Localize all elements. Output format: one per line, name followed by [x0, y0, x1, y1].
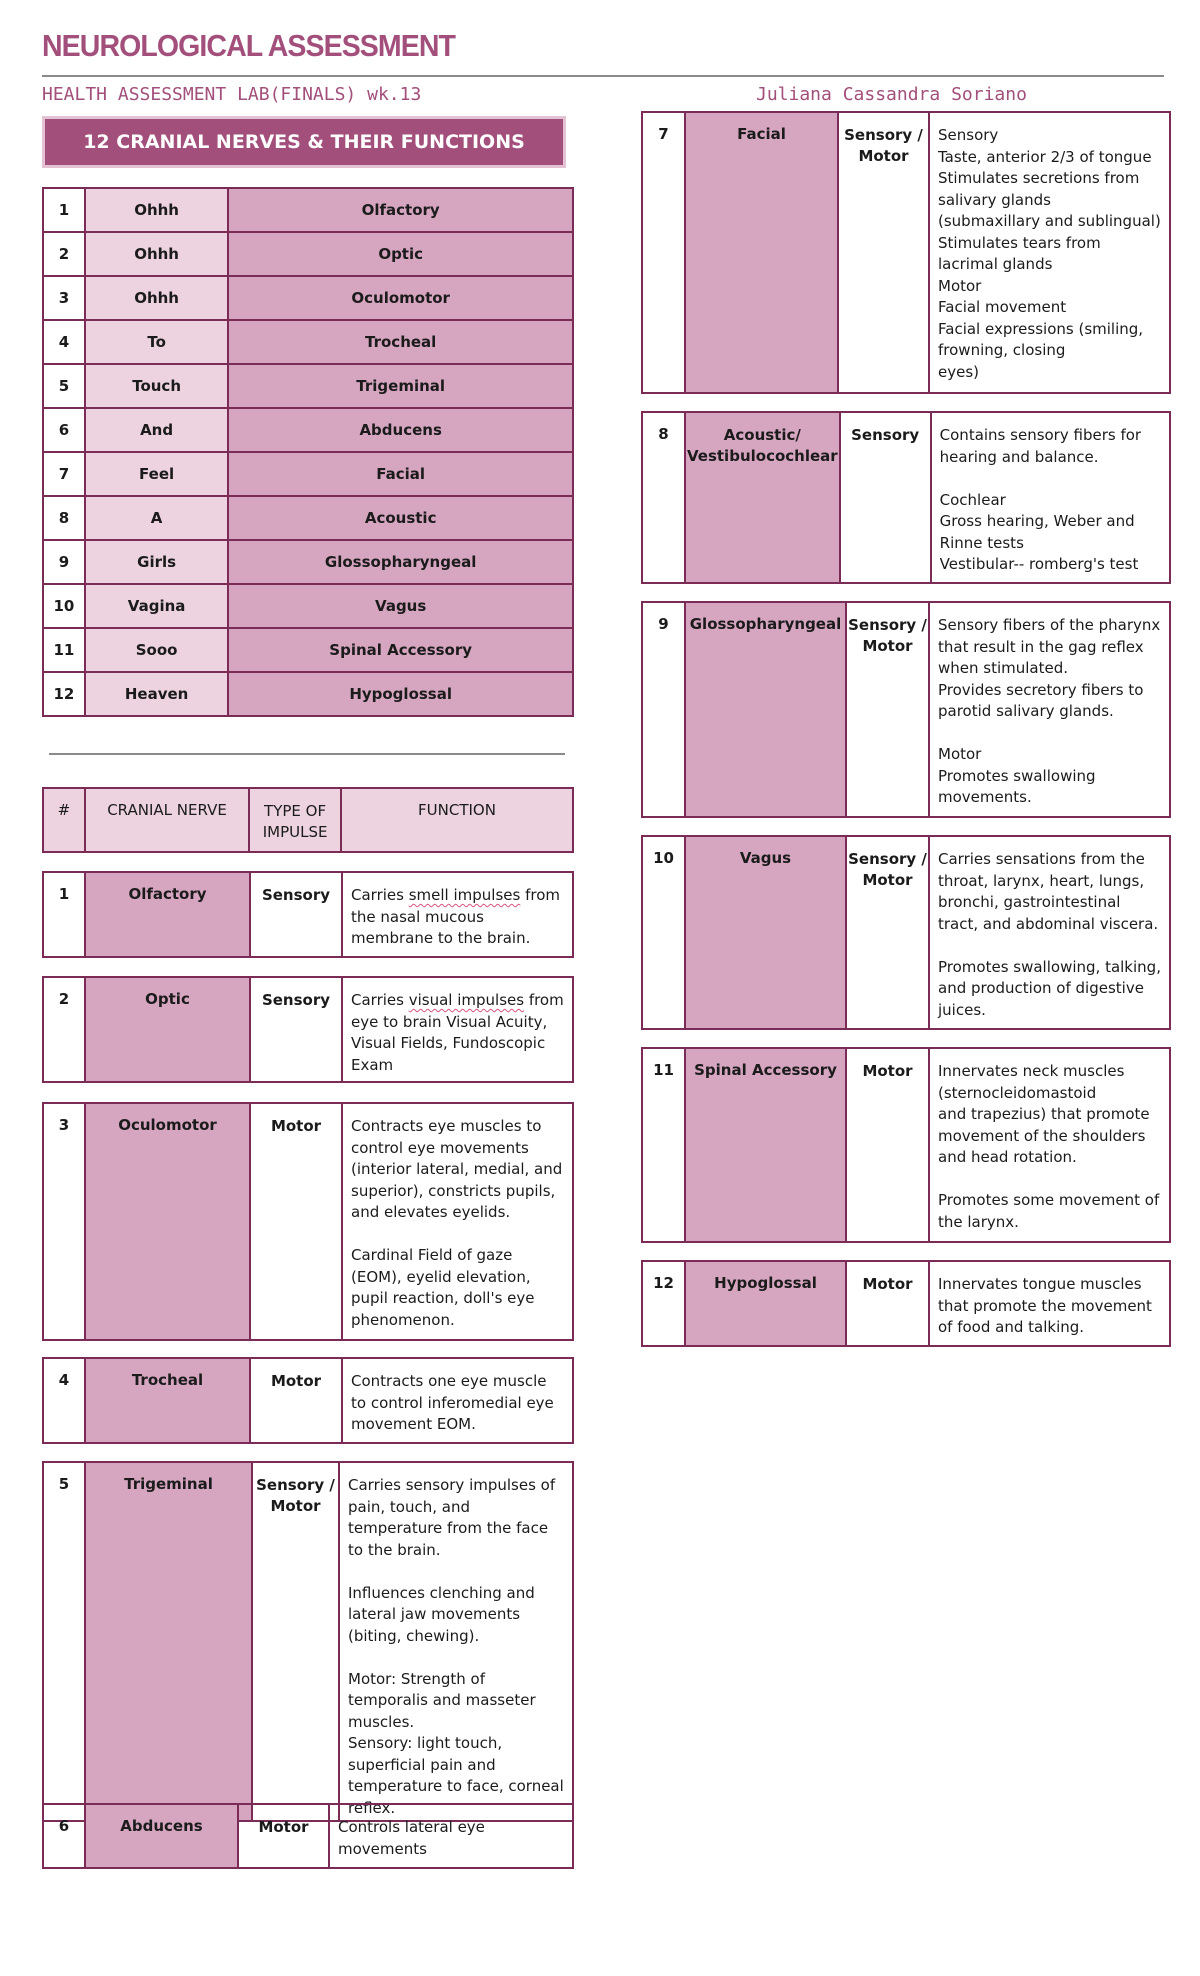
mnemonic-row: [43, 496, 573, 540]
header-cranial-nerve: CRANIAL NERVE: [85, 788, 249, 852]
card-function: Innervates tongue muscles that promote the movement of food and talking.: [929, 1261, 1170, 1346]
mnemonic-word: To: [85, 320, 228, 364]
card-nerve: Vagus: [685, 836, 846, 1029]
card-num: 12: [642, 1261, 685, 1346]
mnemonic-row: [43, 188, 573, 232]
card-num: 5: [43, 1462, 85, 1821]
mnemonic-row: [43, 408, 573, 452]
mnemonic-nerve: Trigeminal: [228, 364, 573, 408]
mnemonic-nerve: Facial: [228, 452, 573, 496]
section-divider: [49, 753, 565, 755]
detail-table-header: [42, 787, 574, 853]
card-nerve: Trigeminal: [85, 1462, 252, 1821]
mnemonic-word: Touch: [85, 364, 228, 408]
card-function: Innervates neck muscles (sternocleidomastoid and trapezius) that promote movement of the shoulders and head rotation. Promotes some movement of the larynx.: [929, 1048, 1170, 1242]
mnemonic-row: [43, 452, 573, 496]
card-num: 3: [43, 1103, 85, 1340]
mnemonic-word: And: [85, 408, 228, 452]
card-type: Sensory / Motor: [846, 836, 929, 1029]
mnemonic-num: 8: [43, 496, 85, 540]
card-type: Motor: [250, 1358, 342, 1443]
card-type: Motor: [846, 1261, 929, 1346]
mnemonic-nerve: Trocheal: [228, 320, 573, 364]
nerve-card-10: [641, 835, 1171, 1030]
card-nerve: Olfactory: [85, 872, 250, 957]
mnemonic-num: 4: [43, 320, 85, 364]
mnemonic-num: 12: [43, 672, 85, 716]
card-num: 2: [43, 977, 85, 1082]
nerve-card-7: [641, 111, 1171, 394]
header-type: TYPE OF IMPULSE: [249, 788, 341, 852]
mnemonic-word: Girls: [85, 540, 228, 584]
mnemonic-num: 1: [43, 188, 85, 232]
card-type: Sensory / Motor: [846, 602, 929, 817]
title-divider: [42, 75, 1164, 77]
card-num: 9: [642, 602, 685, 817]
card-nerve: Abducens: [85, 1804, 238, 1868]
nerve-card-12: [641, 1260, 1171, 1347]
card-function: Sensory Taste, anterior 2/3 of tongue Stimulates secretions from salivary glands (submaxillary and sublingual) Stimulates tears from lacrimal glands Motor Facial movement Facial expressions (smiling, frowning, closing eyes): [929, 112, 1170, 393]
mnemonic-row: [43, 320, 573, 364]
card-type: Sensory: [840, 412, 931, 583]
card-nerve: Spinal Accessory: [685, 1048, 846, 1242]
mnemonic-nerve: Oculomotor: [228, 276, 573, 320]
card-function: Carries sensations from the throat, larynx, heart, lungs, bronchi, gastrointestinal tract, and abdominal viscera. Promotes swallowing, talking, and production of digestive juices.: [929, 836, 1170, 1029]
header-num: #: [43, 788, 85, 852]
course-subtitle: HEALTH ASSESSMENT LAB(FINALS) wk.13: [42, 84, 422, 105]
mnemonic-row: [43, 672, 573, 716]
nerve-card-5: [42, 1461, 574, 1822]
mnemonic-nerve: Glossopharyngeal: [228, 540, 573, 584]
card-type: Sensory: [250, 977, 342, 1082]
mnemonic-num: 10: [43, 584, 85, 628]
mnemonic-row: [43, 364, 573, 408]
mnemonic-nerve: Acoustic: [228, 496, 573, 540]
card-type: Motor: [238, 1804, 329, 1868]
mnemonic-num: 6: [43, 408, 85, 452]
card-type: Sensory / Motor: [838, 112, 929, 393]
section-banner: 12 CRANIAL NERVES & THEIR FUNCTIONS: [42, 116, 566, 168]
nerve-card-9: [641, 601, 1171, 818]
nerve-card-6: [42, 1803, 574, 1869]
mnemonic-word: Vagina: [85, 584, 228, 628]
card-function: Contracts one eye muscle to control inferomedial eye movement EOM.: [342, 1358, 573, 1443]
card-nerve: Trocheal: [85, 1358, 250, 1443]
mnemonic-word: Feel: [85, 452, 228, 496]
card-nerve: Hypoglossal: [685, 1261, 846, 1346]
mnemonic-table: [42, 187, 574, 717]
card-nerve: Acoustic/ Vestibulocochlear: [685, 412, 840, 583]
mnemonic-word: Ohhh: [85, 276, 228, 320]
card-type: Sensory: [250, 872, 342, 957]
card-num: 7: [642, 112, 685, 393]
card-function: Controls lateral eye movements: [329, 1804, 573, 1868]
card-num: 8: [642, 412, 685, 583]
card-nerve: Glossopharyngeal: [685, 602, 846, 817]
mnemonic-num: 3: [43, 276, 85, 320]
card-function: Carries smell impulses from the nasal mucous membrane to the brain.: [342, 872, 573, 957]
mnemonic-row: [43, 584, 573, 628]
nerve-card-8: [641, 411, 1171, 584]
card-nerve: Optic: [85, 977, 250, 1082]
card-function: Contains sensory fibers for hearing and balance. Cochlear Gross hearing, Weber and Rinne tests Vestibular-- romberg's test: [931, 412, 1170, 583]
mnemonic-word: Ohhh: [85, 232, 228, 276]
mnemonic-row: [43, 232, 573, 276]
mnemonic-nerve: Hypoglossal: [228, 672, 573, 716]
card-num: 1: [43, 872, 85, 957]
mnemonic-word: Ohhh: [85, 188, 228, 232]
page-title: NEUROLOGICAL ASSESSMENT: [42, 28, 456, 63]
mnemonic-num: 5: [43, 364, 85, 408]
mnemonic-row: [43, 628, 573, 672]
card-num: 4: [43, 1358, 85, 1443]
nerve-card-4: [42, 1357, 574, 1444]
mnemonic-nerve: Olfactory: [228, 188, 573, 232]
header-function: FUNCTION: [341, 788, 573, 852]
card-type: Sensory / Motor: [252, 1462, 339, 1821]
card-type: Motor: [846, 1048, 929, 1242]
card-type: Motor: [250, 1103, 342, 1340]
mnemonic-num: 11: [43, 628, 85, 672]
card-nerve: Facial: [685, 112, 838, 393]
card-num: 11: [642, 1048, 685, 1242]
card-function: Carries visual impulses from eye to brain Visual Acuity, Visual Fields, Fundoscopic Exam: [342, 977, 573, 1082]
mnemonic-nerve: Vagus: [228, 584, 573, 628]
card-nerve: Oculomotor: [85, 1103, 250, 1340]
mnemonic-word: Heaven: [85, 672, 228, 716]
mnemonic-nerve: Abducens: [228, 408, 573, 452]
nerve-card-3: [42, 1102, 574, 1341]
mnemonic-word: A: [85, 496, 228, 540]
nerve-card-1: [42, 871, 574, 958]
mnemonic-num: 7: [43, 452, 85, 496]
mnemonic-nerve: Optic: [228, 232, 573, 276]
card-function: Carries sensory impulses of pain, touch, and temperature from the face to the brain. Influences clenching and lateral jaw movements (biting, chewing). Motor: Strength of temporalis and masseter muscles. Sensory: light touch, superficial pain and temperature to face, corneal reflex.: [339, 1462, 573, 1821]
mnemonic-num: 9: [43, 540, 85, 584]
card-num: 6: [43, 1804, 85, 1868]
mnemonic-row: [43, 540, 573, 584]
card-num: 10: [642, 836, 685, 1029]
mnemonic-word: Sooo: [85, 628, 228, 672]
card-function: Contracts eye muscles to control eye movements (interior lateral, medial, and superior), constricts pupils, and elevates eyelids. Cardinal Field of gaze (EOM), eyelid elevation, pupil reaction, doll's eye phenomenon.: [342, 1103, 573, 1340]
mnemonic-nerve: Spinal Accessory: [228, 628, 573, 672]
author-name: Juliana Cassandra Soriano: [756, 84, 1027, 105]
nerve-card-2: [42, 976, 574, 1083]
card-function: Sensory fibers of the pharynx that result in the gag reflex when stimulated. Provides secretory fibers to parotid salivary glands. Motor Promotes swallowing movements.: [929, 602, 1170, 817]
nerve-card-11: [641, 1047, 1171, 1243]
mnemonic-num: 2: [43, 232, 85, 276]
mnemonic-row: [43, 276, 573, 320]
